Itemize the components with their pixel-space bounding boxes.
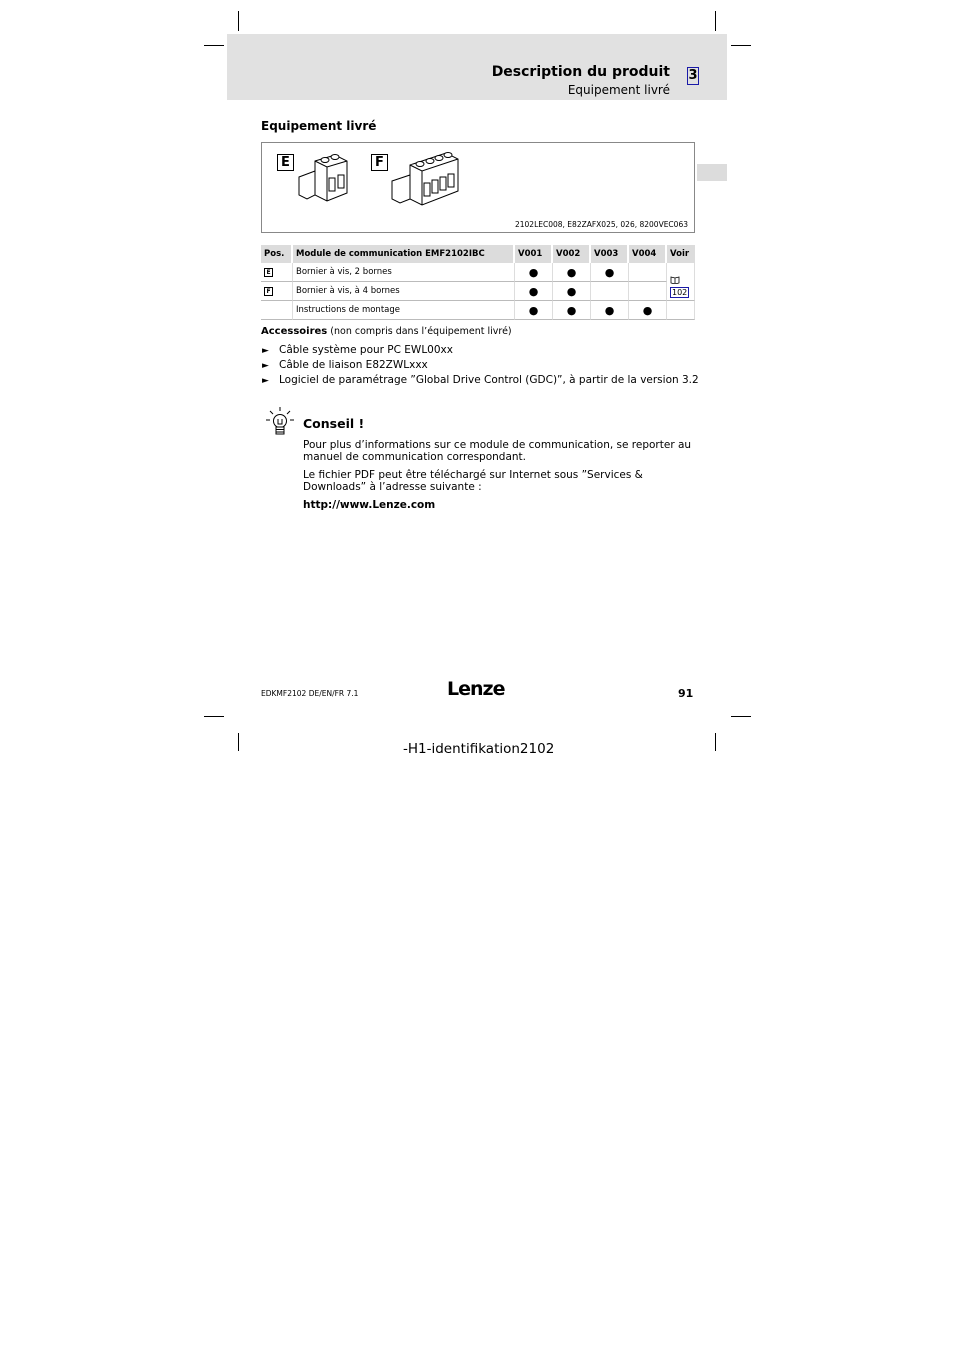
cell-v002: ● <box>553 282 591 301</box>
page-number: 91 <box>678 687 694 700</box>
file-label: -H1-identifikation2102 <box>403 741 555 757</box>
cell-v004: ● <box>629 301 667 320</box>
cell-v003 <box>591 282 629 301</box>
accessories-heading <box>261 326 512 337</box>
cell-v003: ● <box>591 301 629 320</box>
bullet-arrow-icon: ► <box>262 346 269 356</box>
page-reference-link[interactable]: 102 <box>672 288 688 297</box>
col-header-v004: V004 <box>629 245 667 263</box>
page-title: Description du produit <box>491 64 670 80</box>
col-header-pos: Pos. <box>261 245 293 263</box>
pos-marker: E <box>264 268 273 277</box>
bullet-arrow-icon: ► <box>262 361 269 371</box>
accessories-note: (non compris dans l’équipement livré) <box>330 326 512 337</box>
table-row <box>261 301 695 320</box>
table-header-row <box>261 245 695 263</box>
table-row <box>261 282 695 301</box>
row-description: Bornier à vis, à 4 bornes <box>293 282 515 301</box>
chapter-number[interactable]: 3 <box>688 68 698 83</box>
pos-marker: F <box>264 287 273 296</box>
cell-v001: ● <box>515 301 553 320</box>
cell-v001: ● <box>515 263 553 282</box>
delivery-table <box>261 245 695 320</box>
tip-paragraph: Pour plus d’informations sur ce module de communication, se reporter au manuel de communication correspondant. <box>303 439 692 463</box>
list-item <box>262 344 699 359</box>
accessories-label: Accessoires <box>261 326 328 337</box>
crop-mark <box>715 733 716 751</box>
col-header-v001: V001 <box>515 245 553 263</box>
crop-mark <box>204 45 224 46</box>
website-link[interactable]: http://www.Lenze.com <box>303 499 436 511</box>
crop-mark <box>238 11 239 31</box>
tip-title: Conseil ! <box>303 416 365 431</box>
cell-v004 <box>629 282 667 301</box>
cell-v002: ● <box>553 263 591 282</box>
list-item-text: Câble de liaison E82ZWLxxx <box>279 359 428 371</box>
crop-mark <box>204 716 224 717</box>
cell-see <box>667 263 695 301</box>
row-description: Bornier à vis, 2 bornes <box>293 263 515 282</box>
table-row <box>261 263 695 282</box>
bullet-arrow-icon: ► <box>262 376 269 386</box>
col-header-v003: V003 <box>591 245 629 263</box>
figure-label-f: F <box>371 154 388 171</box>
document-id: EDKMF2102 DE/EN/FR 7.1 <box>261 689 359 698</box>
figure-label-e: E <box>277 154 294 171</box>
lightbulb-icon <box>265 406 295 438</box>
tip-paragraph: Le fichier PDF peut être téléchargé sur Internet sous ”Services & Downloads” à l’adresse suivante : <box>303 469 643 493</box>
cell-v002: ● <box>553 301 591 320</box>
cell-v003: ● <box>591 263 629 282</box>
terminal-4pin-image <box>388 151 470 213</box>
list-item <box>262 374 699 389</box>
col-header-v002: V002 <box>553 245 591 263</box>
list-item-text: Câble système pour PC EWL00xx <box>279 344 453 356</box>
crop-mark <box>238 733 239 751</box>
section-title: Equipement livré <box>261 119 377 133</box>
crop-mark <box>731 45 751 46</box>
brand-logo: Lenze <box>447 678 505 700</box>
book-icon <box>670 276 680 284</box>
col-header-description: Module de communication EMF2102IBC <box>293 245 515 263</box>
crop-mark <box>715 11 716 31</box>
row-pos <box>261 301 293 320</box>
chapter-side-tab <box>697 164 727 181</box>
list-item-text: Logiciel de paramétrage ”Global Drive Control (GDC)”, à partir de la version 3.2 <box>279 374 699 386</box>
page-subtitle: Equipement livré <box>567 83 670 97</box>
figure-box <box>261 142 695 233</box>
list-item <box>262 359 699 374</box>
accessories-list <box>262 344 699 389</box>
cell-v001: ● <box>515 282 553 301</box>
figure-caption: 2102LEC008, E82ZAFX025, 026, 8200VEC063 <box>514 220 688 229</box>
row-description: Instructions de montage <box>293 301 515 320</box>
cell-v004 <box>629 263 667 282</box>
crop-mark <box>731 716 751 717</box>
terminal-2pin-image <box>295 151 353 211</box>
cell-see-empty <box>667 301 695 320</box>
col-header-see: Voir <box>667 245 695 263</box>
